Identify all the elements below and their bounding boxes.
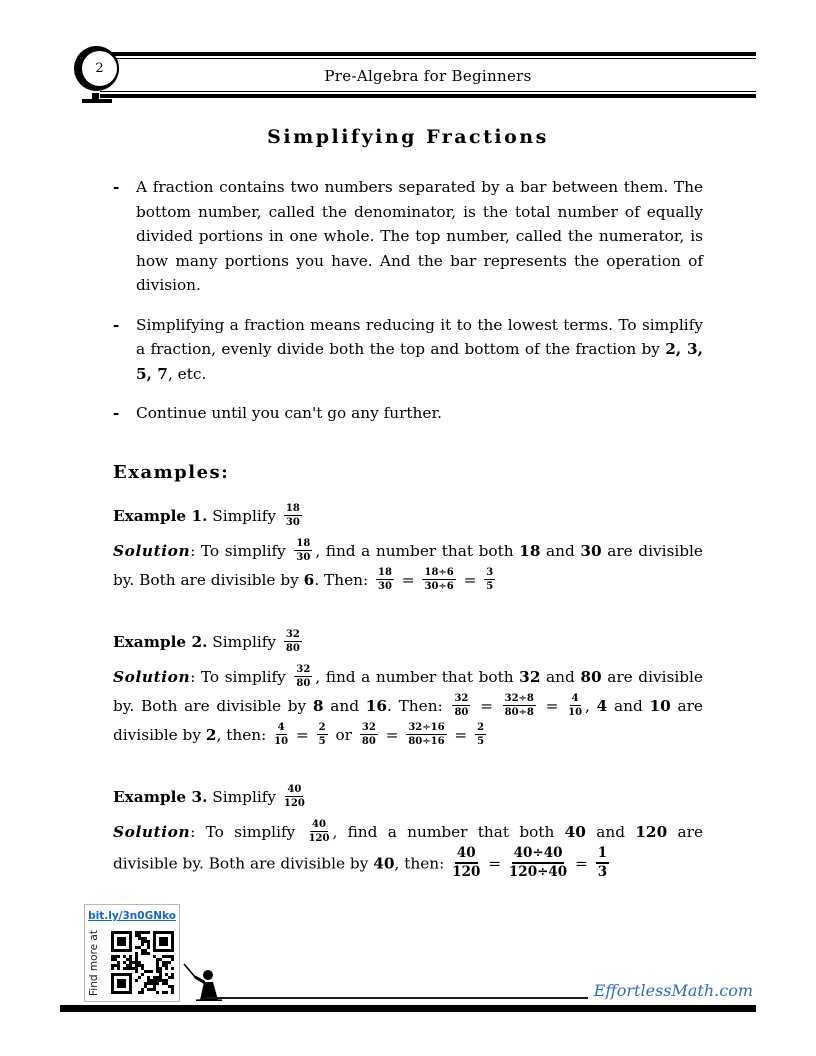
bullet-item-1: [113, 175, 703, 298]
qr-panel: [84, 904, 180, 1002]
page-title: Simplifying Fractions: [267, 126, 549, 148]
example-3-title: Example 3. Simplify $\frac{40}{120}$: [113, 783, 305, 809]
page-content: [113, 126, 703, 882]
example-1: [113, 499, 703, 595]
example-2-title: Example 2. Simplify $\frac{32}{80}$: [113, 628, 300, 654]
bullet-item-3: [113, 401, 703, 426]
bullet-dash: -: [113, 404, 120, 422]
header-rule-thick-top: [100, 52, 756, 56]
example-2-solution: Solution: To simplify $\frac{32}{80}$ , find a number that both 32 and 80 are divisible by. Both are divisible by 8 and 16. Then: $\frac{32}{80}$ = $\frac{32\div 8}{80\div 8}$ = $\frac{4}{10}$ , 4 and 10 are divisible by 2, then: $\frac{4}{10}$ = $\frac{2}{5}$ or $\frac{32}{80}$ = $\frac{32\div 16}{80\div 16}$ = $\frac{2}{5}$: [113, 663, 703, 747]
globe-page-number-icon: [74, 44, 124, 106]
page-number: 2: [80, 49, 119, 88]
example-2: [113, 625, 703, 750]
example-1-solution: Solution: To simplify $\frac{18}{30}$ , find a number that both 18 and 30 are divisible by. Both are divisible by 6. Then: $\frac{18}{30}$ = $\frac{18\div 6}{30\div 6}$ = $\frac{3}{5}$: [113, 537, 703, 592]
bullet-dash: -: [113, 178, 120, 196]
bullet-dash: -: [113, 315, 120, 334]
bullet-text-2: Simplifying a fraction means reducing it to the lowest terms. To simplify a fraction, evenly divide both the top and bottom of the fraction by 2, 3, 5, 7, etc.: [136, 315, 704, 383]
example-3-solution: Solution: To simplify $\frac{40}{120}$ , find a number that both 40 and 120 are divisible by. Both are divisible by 40, then: $\frac{40}{120}$ = $\frac{40\div 40}{120\div 40}$ = $\frac{1}{3}$: [113, 818, 703, 881]
effortlessmath-link[interactable]: EffortlessMath.com: [593, 981, 753, 1000]
header-rule-thin-bottom: [100, 91, 756, 92]
example-3: [113, 780, 703, 882]
header-rule: [100, 52, 756, 98]
presenter-icon: [182, 962, 224, 1002]
footer-divider-line: [206, 997, 588, 999]
example-1-title: Example 1. Simplify $\frac{18}{30}$: [113, 502, 300, 528]
find-more-label: Find more at: [88, 930, 100, 996]
bitly-link[interactable]: bit.ly/3n0GNko: [88, 910, 176, 922]
bullet-item-2: [113, 313, 703, 387]
bullet-list: [113, 175, 703, 426]
bullet-text-3: Continue until you can't go any further.: [136, 404, 442, 422]
bullet-text-1: A fraction contains two numbers separated by a bar between them. The bottom number, called the denominator, is the total number of equally divided portions in one whole. The top number, called the numerator, is how many portions you have. And the bar represents the operation of division.: [136, 178, 703, 294]
footer-black-bar: [60, 1005, 756, 1012]
header-rule-thick-bottom: [100, 94, 756, 98]
qr-code-icon: [111, 931, 174, 994]
examples-heading: Examples:: [113, 461, 230, 483]
header-book-title: Pre-Algebra for Beginners: [324, 67, 532, 85]
globe-base: [82, 99, 112, 103]
